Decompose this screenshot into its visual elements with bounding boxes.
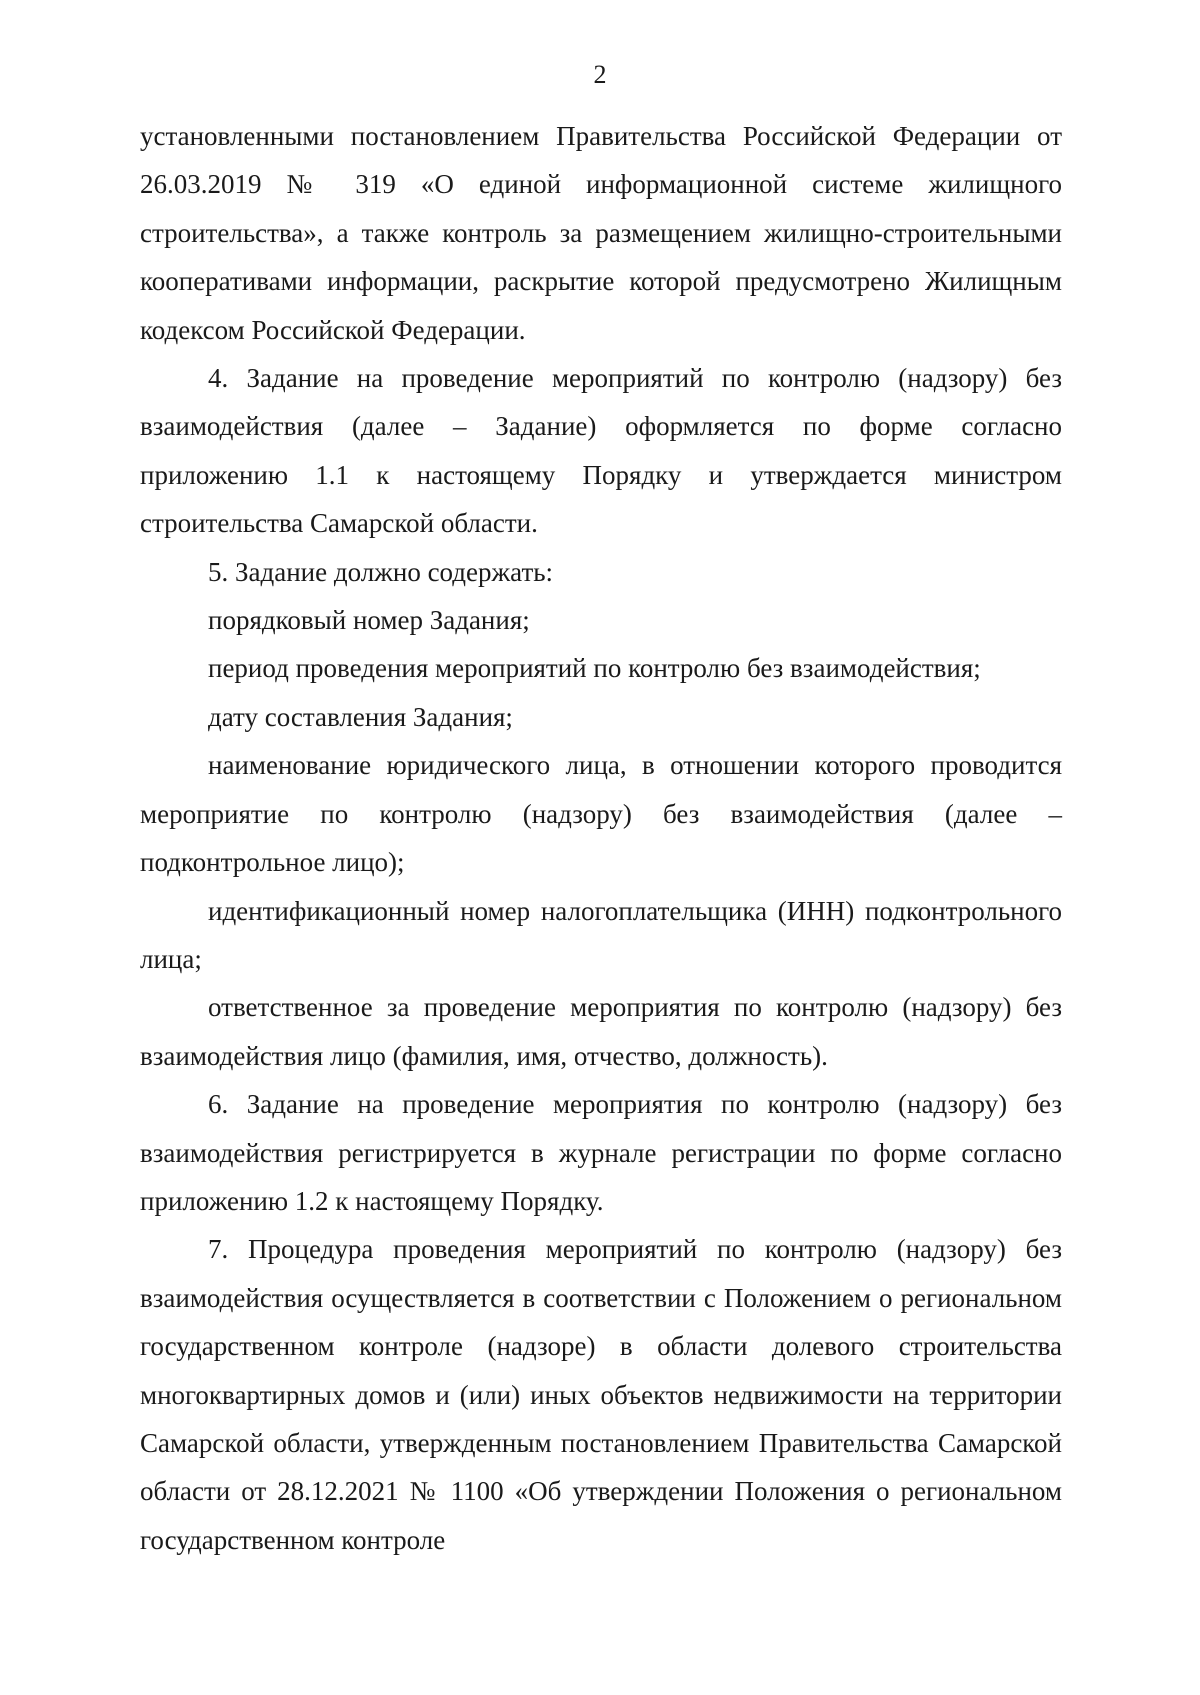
list-item-legal-entity: наименование юридического лица, в отношении которого проводится мероприятие по контролю (надзору) без взаимодействия (далее – подконтрольное лицо);: [140, 750, 1062, 878]
list-item-responsible-person: ответственное за проведение мероприятия по контролю (надзору) без взаимодействия лицо (фамилия, имя, отчество, должность).: [140, 992, 1062, 1071]
paragraph-item-6: 6. Задание на проведение мероприятия по контролю (надзору) без взаимодействия регистрируется в журнале регистрации по форме согласно приложению 1.2 к настоящему Порядку.: [140, 1089, 1062, 1216]
list-item-order-number: порядковый номер Задания;: [208, 605, 530, 636]
document-body: [140, 112, 1062, 1564]
paragraph-item-4: 4. Задание на проведение мероприятий по контролю (надзору) без взаимодействия (далее – Задание) оформляется по форме согласно приложению 1.1 к настоящему Порядку и утверждается министром строительства Самарской области.: [140, 363, 1062, 539]
paragraph-continuation: установленными постановлением Правительства Российской Федерации от 26.03.2019 № 319 «О единой информационной системе жилищного строительства», а также контроль за размещением жилищно-строительными кооперативами информации, раскрытие которой предусмотрено Жилищным кодексом Российской Федерации.: [140, 121, 1062, 345]
paragraph-item-5: 5. Задание должно содержать:: [208, 556, 554, 587]
list-item-inn: идентификационный номер налогоплательщика (ИНН) подконтрольного лица;: [140, 895, 1062, 974]
page-number: 2: [593, 60, 607, 89]
paragraph-item-7: 7. Процедура проведения мероприятий по контролю (надзору) без взаимодействия осуществляется в соответствии с Положением о региональном государственном контроле (надзоре) в области долевого строительства многоквартирных домов и (или) иных объектов недвижимости на территории Самарской области, утвержденным постановлением Правительства Самарской области от 28.12.2021 № 1100 «Об утверждении Положения о региональном государственном контроле: [140, 1234, 1062, 1555]
list-item-date: дату составления Задания;: [208, 701, 513, 732]
list-item-period: период проведения мероприятий по контролю без взаимодействия;: [208, 653, 981, 684]
